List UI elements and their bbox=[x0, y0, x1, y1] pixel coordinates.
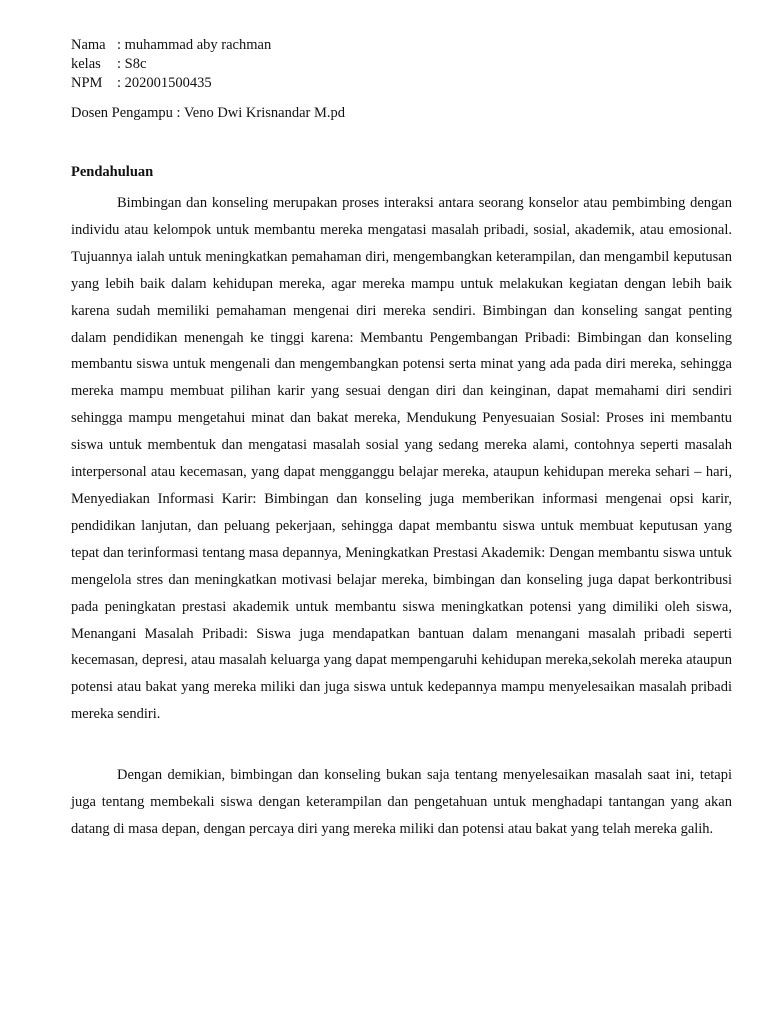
lecturer-line: Dosen Pengampu : Veno Dwi Krisnandar M.pd bbox=[71, 105, 345, 121]
class-value: : S8c bbox=[117, 56, 147, 72]
npm-label: NPM bbox=[71, 75, 103, 91]
section-title: Pendahuluan bbox=[71, 164, 154, 180]
name-row bbox=[71, 36, 271, 55]
paragraph-conclusion: Dengan demikian, bimbingan dan konseling bukan saja tentang menyelesaikan masalah saat ini, tetapi juga tentang membekali siswa dengan keterampilan dan pengetahuan untuk menghadapi tantangan yang akan datang di masa depan, dengan percaya diri yang mereka miliki dan potensi atau bakat yang telah mereka galih. bbox=[71, 767, 732, 837]
npm-row bbox=[71, 74, 271, 93]
paragraph-intro: Bimbingan dan konseling merupakan proses interaksi antara seorang konselor atau pembimbing dengan individu atau kelompok untuk membantu mereka mengatasi masalah pribadi, sosial, akademik, atau emosional. Tujuannya ialah untuk meningkatkan pemahaman diri, mengembangkan keterampilan, dan mengambil keputusan yang lebih baik dalam kehidupan mereka, agar mereka mampu untuk melakukan kegiatan dengan lebih baik karena sudah memiliki pemahaman mengenai diri mereka sendiri. Bimbingan dan konseling sangat penting dalam pendidikan menengah ke tinggi karena: Membantu Pengembangan Pribadi: Bimbingan dan konseling membantu siswa untuk mengenali dan mengembangkan potensi serta minat yang ada pada diri mereka, sehingga mereka mampu membuat pilihan karir yang sesuai dengan diri dan keinginan, dapat memahami diri sendiri sehingga mampu mengetahui minat dan bakat mereka, Mendukung Penyesuaian Sosial: Proses ini membantu siswa untuk membentuk dan mengatasi masalah sosial yang sedang mereka alami, contohnya seperti masalah interpersonal atau kecemasan, yang dapat mengganggu belajar mereka, ataupun kehidupan mereka sehari – hari, Menyediakan Informasi Karir: Bimbingan dan konseling juga memberikan informasi mengenai opsi karir, pendidikan lanjutan, dan peluang pekerjaan, sehingga dapat membantu siswa untuk membuat keputusan yang tepat dan terinformasi tentang masa depannya, Meningkatkan Prestasi Akademik: Dengan membantu siswa untuk mengelola stres dan meningkatkan motivasi belajar mereka, bimbingan dan konseling juga dapat berkontribusi pada peningkatan prestasi akademik untuk membantu siswa meningkatkan potensi yang dimiliki oleh siswa, Menangani Masalah Pribadi: Siswa juga mendapatkan bantuan dalam menangani masalah pribadi seperti kecemasan, depresi, atau masalah keluarga yang dapat mempengaruhi kehidupan mereka,sekolah mereka ataupun potensi atau bakat yang mereka miliki dan juga siswa untuk kedepannya mampu menyelesaikan masalah pribadi mereka sendiri. bbox=[71, 195, 732, 723]
student-info bbox=[71, 36, 271, 93]
class-row bbox=[71, 55, 271, 74]
name-value: : muhammad aby rachman bbox=[117, 37, 272, 53]
name-label: Nama bbox=[71, 37, 106, 53]
class-label: kelas bbox=[71, 56, 101, 72]
npm-value: : 202001500435 bbox=[117, 75, 212, 91]
